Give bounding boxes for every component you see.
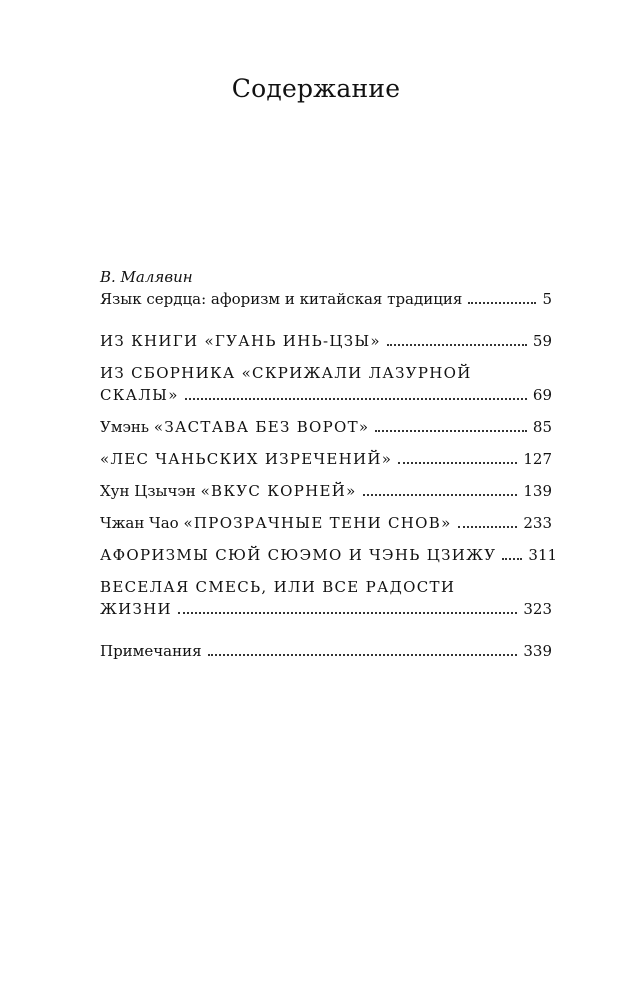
toc-entry [100, 330, 552, 352]
toc-entry [100, 362, 552, 406]
toc-entry-author: Хун Цзычэн [100, 482, 201, 500]
toc-entry [100, 544, 558, 566]
toc-entry-author: Чжан Чао [100, 514, 184, 532]
toc-page-number: 339 [523, 642, 552, 660]
toc-entry-intro [100, 266, 552, 310]
dot-leader [458, 526, 518, 528]
toc-page-number: 85 [532, 418, 552, 436]
toc-page-number: 5 [542, 290, 552, 308]
dot-leader [398, 462, 517, 464]
toc-author: В. Малявин [100, 268, 193, 286]
dot-leader [363, 494, 518, 496]
toc-page-number: 69 [532, 386, 552, 404]
toc-entry [100, 512, 552, 534]
toc-entry [100, 480, 552, 502]
toc-page-number: 233 [523, 514, 552, 532]
toc-entry [100, 416, 552, 438]
dot-leader [468, 302, 536, 304]
dot-leader [375, 430, 527, 432]
toc-page-number: 323 [523, 600, 552, 618]
toc-entry-title-line2: СКАЛЫ» [100, 386, 179, 404]
dot-leader [387, 344, 527, 346]
toc-entry-title-line1: ИЗ СБОРНИКА «СКРИЖАЛИ ЛАЗУРНОЙ [100, 364, 472, 382]
toc-entry-title: ИЗ КНИГИ «ГУАНЬ ИНЬ-ЦЗЫ» [100, 332, 381, 350]
toc-entry-title: Язык сердца: афоризм и китайская традиция [100, 290, 463, 308]
dot-leader [178, 612, 517, 614]
toc-entry [100, 576, 552, 620]
toc-page-number: 127 [523, 450, 552, 468]
table-of-contents [100, 266, 558, 662]
dot-leader [208, 654, 518, 656]
toc-page-number: 311 [528, 546, 558, 564]
toc-entry-title: «ЛЕС ЧАНЬСКИХ ИЗРЕЧЕНИЙ» [100, 450, 393, 468]
toc-entry-title: АФОРИЗМЫ СЮЙ СЮЭМО И ЧЭНЬ ЦЗИЖУ [100, 546, 497, 564]
toc-entry-title: Примечания [100, 642, 202, 660]
toc-entry-title: «ПРОЗРАЧНЫЕ ТЕНИ СНОВ» [183, 514, 452, 532]
toc-page-number: 59 [532, 332, 552, 350]
toc-entry [100, 448, 552, 470]
toc-entry-title: «ЗАСТАВА БЕЗ ВОРОТ» [153, 418, 370, 436]
toc-entry-title-line1: ВЕСЕЛАЯ СМЕСЬ, ИЛИ ВСЕ РАДОСТИ [100, 578, 456, 596]
dot-leader [185, 398, 527, 400]
toc-entry-author: Умэнь [100, 418, 154, 436]
toc-entry-title-line2: ЖИЗНИ [100, 600, 172, 618]
toc-entry-notes [100, 640, 552, 662]
dot-leader [502, 558, 522, 560]
page-title: Содержание [231, 74, 401, 103]
toc-page-number: 139 [523, 482, 552, 500]
toc-entry-title: «ВКУС КОРНЕЙ» [200, 482, 357, 500]
